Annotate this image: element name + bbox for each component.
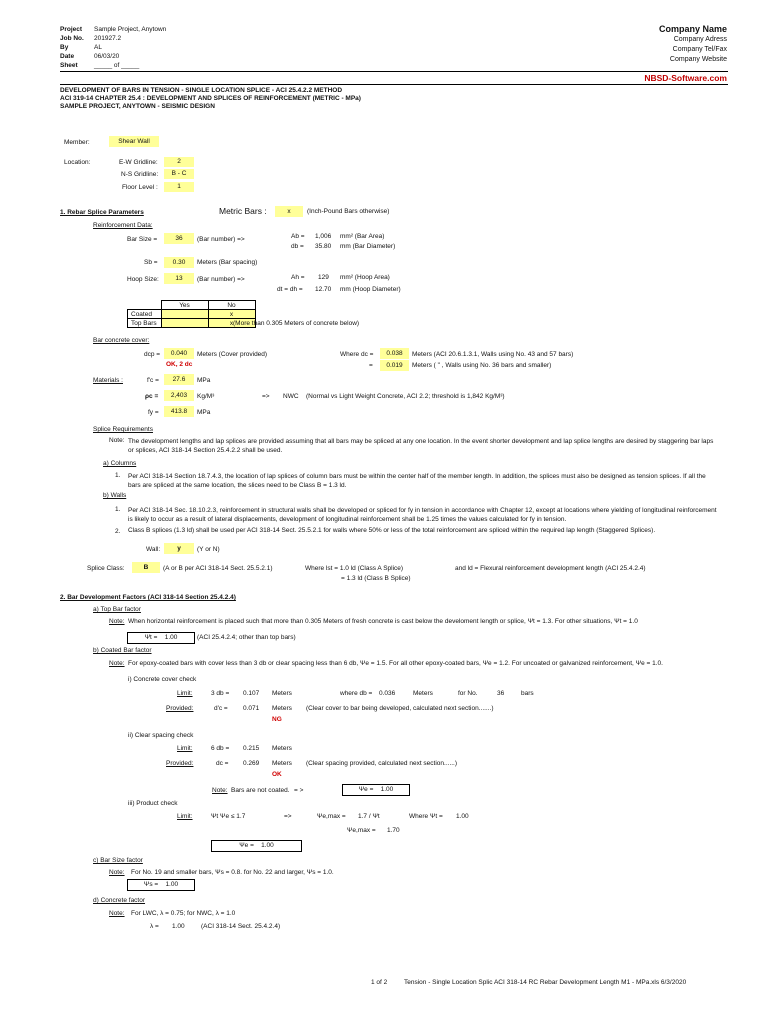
cover-heading: Bar concrete cover: [93, 337, 150, 344]
splice-class-input[interactable]: B [132, 562, 160, 573]
psi-t-box [127, 632, 195, 644]
cover-check-heading: i) Concrete cover check [128, 676, 197, 683]
date-value: 06/03/20 [94, 53, 120, 60]
coated-label: Coated [128, 310, 162, 319]
bar-size-note-label: Note: [109, 869, 125, 876]
dcp-label: dcp = [144, 351, 161, 358]
psi-e-final-value: 1.00 [261, 842, 274, 849]
cover-provided-note: (Clear cover to bar being developed, calculated next section.......) [306, 705, 494, 712]
fc-input[interactable]: 27.6 [164, 374, 194, 385]
psi-s-box [127, 879, 195, 891]
sb-input[interactable]: 0.30 [164, 257, 194, 268]
fy-label: fy = [148, 409, 159, 416]
sb-label: Sb = [144, 259, 158, 266]
dcp-status: OK, 2 dc [166, 361, 193, 368]
cover-limit-formula: 3 db = [211, 690, 230, 697]
top-bar-note-label: Note: [109, 618, 125, 625]
columns-text: Per ACI 318-14 Section 18.7.4.3, the location of lap splices of column bars must be within the center half of the member length. In addition, the splices must also be designed as tension splices. If all the bars are spliced at the same location, the slices need to be Class B = 1.3 ld. [128, 473, 706, 489]
section1-heading: 1. Rebar Splice Parameters [60, 209, 144, 216]
concrete-note-label: Note: [109, 910, 125, 917]
bar-size-label: Bar Size = [127, 236, 158, 243]
section2-heading: 2. Bar Development Factors (ACI 318-14 Section 25.4.2.4) [60, 594, 236, 601]
psi-e-max-2-label: Ψe,max = [347, 827, 376, 834]
ew-input[interactable]: 2 [164, 157, 194, 167]
fy-input[interactable]: 413.8 [164, 406, 194, 417]
psi-e-box [342, 784, 410, 796]
spacing-status: OK [272, 771, 282, 778]
location-label: Location: [64, 159, 91, 166]
dcp-unit: Meters (Cover provided) [197, 351, 268, 358]
cover-provided-formula: d'c = [214, 705, 228, 712]
bar-size-factor-heading: c) Bar Size factor [93, 857, 143, 864]
splice-note-label: Note: [109, 437, 125, 444]
header-rule [60, 71, 728, 72]
ah-value: 129 [318, 274, 329, 281]
product-arrow: => [284, 813, 292, 820]
ab-value: 1,006 [315, 233, 332, 240]
lst-class-b: = 1.3 ld (Class B Splice) [341, 575, 411, 582]
dc1-note: Meters (ACI 20.6.1.3.1, Walls using No. 43 and 57 bars) [412, 351, 574, 358]
cover-bar-no: 36 [497, 690, 505, 697]
splice-class-label: Splice Class: [87, 565, 125, 572]
nwc-label: NWC [283, 393, 299, 400]
fc-label: f'c = [147, 377, 159, 384]
lambda-note: (ACI 318-14 Sect. 25.4.2.4) [201, 923, 281, 930]
fc-unit: MPa [197, 377, 211, 384]
hoop-input[interactable]: 13 [164, 273, 194, 284]
dt-unit: mm (Hoop Diameter) [340, 286, 401, 293]
cover-bars: bars [521, 690, 534, 697]
db-unit: mm (Bar Diameter) [340, 243, 396, 250]
sheet-value: _____ of _____ [94, 62, 140, 69]
not-coated-text: Bars are not coated. [231, 787, 290, 794]
spacing-provided-formula: dc = [216, 760, 229, 767]
psi-s-value: 1.00 [165, 881, 179, 888]
title-line-3: SAMPLE PROJECT, ANYTOWN - SEISMIC DESIGN [60, 103, 215, 110]
ns-input[interactable]: B - C [164, 169, 194, 179]
pc-unit: Kg/M³ [197, 393, 215, 400]
where-psi-t-value: 1.00 [456, 813, 469, 820]
spacing-limit-value: 0.215 [243, 745, 260, 752]
reinf-data-label: Reinforcement Data: [93, 222, 153, 229]
cover-status: NG [272, 716, 282, 723]
pc-label: ρc = [145, 393, 159, 400]
title-line-2: ACI 319-14 CHAPTER 25.4 : DEVELOPMENT AND SPLICES OF REINFORCEMENT (METRIC - MPa) [60, 95, 361, 102]
db-value: 35.80 [315, 243, 332, 250]
spacing-provided-label: Provided: [166, 760, 194, 767]
floor-label: Floor Level : [122, 184, 158, 191]
psi-e-final-label: Ψe = [239, 842, 254, 849]
spacing-provided-value: 0.269 [243, 760, 260, 767]
dc2-note: Meters ( " , Walls using No. 36 bars and smaller) [412, 362, 552, 369]
ah-label: Ah = [291, 274, 305, 281]
no-header: No [208, 301, 255, 310]
where-psi-t-label: Where Ψt = [409, 813, 443, 820]
walls-text-1: Per ACI 318-14 Sec. 18.10.2.3, reinforcement in structural walls shall be developed or spliced for fy in tension in accordance with Chapter 12, except at locations where yielding of longitudinal reinforcement is likely to occur as a result of lateral displacements, development of longitudinal reinforcement shall be 1.25 times the values calculated for fy in tension. [128, 507, 717, 523]
psi-t-value: 1.00 [164, 634, 178, 641]
ld-definition: and ld = Flexural reinforcement development length (ACI 25.4.2.4) [455, 565, 646, 572]
db-label: db = [291, 243, 304, 250]
fy-unit: MPa [197, 409, 211, 416]
by-value: AL [94, 44, 102, 51]
ah-unit: mm² (Hoop Area) [340, 274, 390, 281]
bar-size-note: For No. 19 and smaller bars, Ψs = 0.8. for No. 22 and larger, Ψs = 1.0. [131, 869, 334, 876]
spacing-check-heading: ii) Clear spacing check [128, 732, 194, 739]
walls-heading: b) Walls [103, 492, 127, 499]
columns-num: 1. [115, 472, 121, 479]
member-label: Member: [64, 139, 90, 146]
spacing-limit-formula: 6 db = [211, 745, 230, 752]
bar-size-input[interactable]: 36 [164, 233, 194, 244]
not-coated-note-label: Note: [212, 787, 228, 794]
wall-note: (Y or N) [197, 546, 220, 553]
psi-e-value: 1.00 [380, 786, 394, 793]
metric-note: (Inch-Pound Bars otherwise) [307, 208, 390, 215]
coated-no-cell[interactable]: x [208, 310, 255, 319]
yes-header: Yes [161, 301, 208, 310]
cover-db-unit: Meters [413, 690, 433, 697]
wall-input[interactable]: y [164, 543, 194, 554]
pc-arrow: => [262, 393, 270, 400]
cover-limit-unit: Meters [272, 690, 292, 697]
product-limit-label: Limit: [177, 813, 193, 820]
hoop-label: Hoop Size: [127, 276, 159, 283]
psi-e-max-label: Ψe,max = [317, 813, 346, 820]
wall-label: Wall: [146, 546, 161, 553]
project-label: Project [60, 26, 83, 33]
header-rule-2 [60, 84, 728, 85]
top-bar-factor-heading: a) Top Bar factor [93, 606, 141, 613]
dcp-input[interactable]: 0.040 [164, 348, 194, 359]
company-website: Company Website [669, 56, 727, 63]
date-label: Date [60, 53, 75, 60]
floor-input[interactable]: 1 [164, 182, 194, 192]
dc2-eq: = [369, 362, 373, 369]
job-value: 201927.2 [94, 35, 122, 42]
cover-where-db: where db = [340, 690, 373, 697]
top-bars-note: (More than 0.305 Meters of concrete below) [233, 320, 360, 327]
ns-label: N-S Gridline: [121, 171, 159, 178]
cover-limit-label: Limit: [177, 690, 193, 697]
top-bar-note: When horizontal reinforcement is placed such that more than 0.305 Meters of fresh concrete is cast below the develoment length or splice, Ψt = 1.3. For other situations, Ψt = 1.0 [128, 618, 638, 625]
psi-s-label: Ψs = [143, 881, 159, 888]
bar-size-note: (Bar number) => [197, 236, 245, 243]
ab-label: Ab = [291, 233, 305, 240]
walls-num-1: 1. [115, 506, 121, 513]
materials-label: Materials : [93, 377, 123, 384]
psi-t-note: (ACI 25.4.2.4; other than top bars) [197, 634, 296, 641]
sheet-label: Sheet [60, 62, 78, 69]
splice-req-heading: Splice Requirements [93, 426, 153, 433]
company-address: Company Adress [673, 36, 727, 43]
pc-input[interactable]: 2,403 [164, 390, 194, 401]
top-bars-label: Top Bars [128, 319, 162, 328]
walls-num-2: 2. [115, 528, 121, 535]
lambda-label: λ = [150, 923, 159, 930]
nwc-note: (Normal vs Light Weight Concrete, ACI 2.2; threshold is 1,842 Kg/M³) [306, 393, 505, 400]
job-label: Job No. [60, 35, 84, 42]
cover-for-no: for No. [458, 690, 478, 697]
hoop-note: (Bar number) => [197, 276, 245, 283]
splice-class-note: (A or B per ACI 318-14 Sect. 25.5.2.1) [163, 565, 273, 572]
top-yes-cell[interactable] [161, 319, 208, 328]
member-input[interactable]: Shear Wall [109, 136, 159, 147]
coated-note: For epoxy-coated bars with cover less than 3 db or clear spacing less than 6 db, Ψe = 1.5. For all other epoxy-coated bars, Ψe = 1.2. For uncoated or galvanized reinforcement, Ψe = 1.0. [128, 660, 663, 667]
dc1-input[interactable]: 0.038 [380, 348, 409, 359]
company-tel: Company Tel/Fax [672, 46, 727, 53]
ab-unit: mm² (Bar Area) [340, 233, 385, 240]
site-link[interactable]: NBSD-Software.com [644, 73, 727, 83]
footer-file: Tension - Single Location Splic ACI 318-14 RC Rebar Development Length M1 - MPa.xls 6/3/2020 [404, 979, 687, 986]
cover-provided-value: 0.071 [243, 705, 260, 712]
concrete-factor-heading: d) Concrete factor [93, 897, 146, 904]
coated-note-label: Note: [109, 660, 125, 667]
psi-e-max-formula: 1.7 / Ψt [358, 813, 380, 820]
by-label: By [60, 44, 69, 51]
coated-factor-heading: b) Coated Bar factor [93, 647, 152, 654]
spacing-limit-label: Limit: [177, 745, 193, 752]
metric-input[interactable]: x [275, 206, 303, 217]
spacing-provided-unit: Meters [272, 760, 292, 767]
psi-t-label: Ψt = [144, 634, 158, 641]
psi-e-final-box [211, 840, 302, 852]
coated-yes-cell[interactable] [161, 310, 208, 319]
ew-label: E-W Gridline: [119, 159, 158, 166]
metric-label: Metric Bars : [219, 206, 267, 216]
dt-label: dt = dh = [277, 286, 303, 293]
cover-limit-value: 0.107 [243, 690, 260, 697]
top-no-cell[interactable]: x [208, 319, 255, 328]
dt-value: 12.70 [315, 286, 332, 293]
cover-provided-label: Provided: [166, 705, 194, 712]
footer-page: 1 of 2 [371, 979, 388, 986]
spacing-provided-note: (Clear spacing provided, calculated next section......) [306, 760, 458, 767]
not-coated-arrow: = > [294, 787, 304, 794]
product-check-heading: iii) Product check [128, 800, 178, 807]
company-name: Company Name [658, 24, 727, 34]
concrete-note: For LWC, λ = 0.75; for NWC, λ = 1.0 [131, 910, 236, 917]
walls-text-2: Class B splices (1.3 ld) shall be used per ACI 318-14 Sect. 25.5.2.1 for walls where 50% or less of the total reinforcement are spliced within the required lap length (Staggered Splices). [128, 527, 656, 534]
title-line-1: DEVELOPMENT OF BARS IN TENSION - SINGLE LOCATION SPLICE - ACI 25.4.2.2 METHOD [60, 87, 343, 94]
psi-e-label: Ψe = [358, 786, 374, 793]
product-limit-formula: Ψt Ψe ≤ 1.7 [211, 813, 246, 820]
where-dc-label: Where dc = [340, 351, 374, 358]
cover-provided-unit: Meters [272, 705, 292, 712]
dc2-input[interactable]: 0.019 [380, 360, 409, 371]
columns-heading: a) Columns [103, 460, 137, 467]
project-value: Sample Project, Anytown [94, 26, 167, 33]
cover-db-value: 0.036 [379, 690, 396, 697]
sb-unit: Meters (Bar spacing) [197, 259, 258, 266]
lambda-value: 1.00 [172, 923, 185, 930]
lst-class-a: Where lst = 1.0 ld (Class A Splice) [305, 565, 404, 572]
psi-e-max-2-value: 1.70 [387, 827, 400, 834]
spacing-limit-unit: Meters [272, 745, 292, 752]
splice-note-text: The development lengths and lap splices are provided assuming that all bars may be spliced at any one location. In the event shorter development and lap splice lengths are desired by staggering bar laps or splices, ACI 318-14 Section 25.4.2.2 shall be used. [128, 438, 714, 454]
